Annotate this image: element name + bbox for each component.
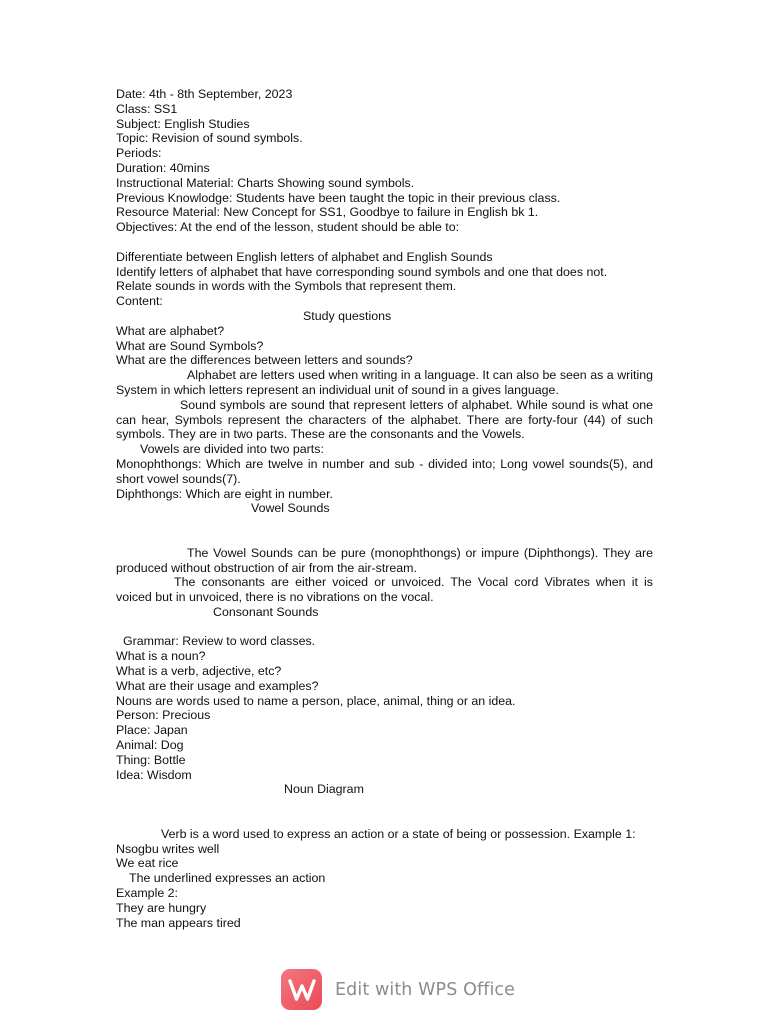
example-label: Example 2: <box>116 886 178 901</box>
document-page <box>116 87 653 930</box>
diphthongs-line: Diphthongs: Which are eight in number. <box>116 486 333 501</box>
noun-example: Animal: Dog <box>116 738 184 753</box>
subject-line: Subject: English Studies <box>116 116 250 131</box>
topic-line: Topic: Revision of sound symbols. <box>116 131 303 146</box>
objective-item: Identify letters of alphabet that have corresponding sound symbols and one that does not. <box>116 264 608 279</box>
consonants-paragraph: The consonants are either voiced or unvoiced. The Vocal cord Vibrates when it is voiced but in unvoiced, there is no vibrations on the vocal. <box>116 575 653 605</box>
duration-line: Duration: 40mins <box>116 160 210 175</box>
content-label: Content: <box>116 294 163 309</box>
date-line: Date: 4th - 8th September, 2023 <box>116 87 293 101</box>
wps-w-glyph-icon <box>287 977 317 1003</box>
consonant-sounds-title: Consonant Sounds <box>213 604 319 619</box>
resource-line: Resource Material: New Concept for SS1, Goodbye to failure in English bk 1. <box>116 205 539 220</box>
noun-example: Idea: Wisdom <box>116 767 192 782</box>
verb-example: The man appears tired <box>116 915 241 930</box>
alphabet-paragraph: Alphabet are letters used when writing in a language. It can also be seen as a writing System in which letters represent an individual unit of sound in a gives language. <box>116 368 653 397</box>
study-question: What are the differences between letters and sounds? <box>116 353 413 368</box>
verb-definition: Verb is a word used to express an action or a state of being or possession. Example 1: <box>161 826 636 841</box>
wps-edit-label[interactable]: Edit with WPS Office <box>335 979 516 1000</box>
sound-symbols-paragraph: Sound symbols are sound that represent letters of alphabet. While sound is what one can hear, Symbols represent the characters of the alphabet. There are forty-four (44) of such symbols. They are in two parts. These are the consonants and the Vowels. <box>116 397 653 442</box>
monophthongs-paragraph: Monophthongs: Which are twelve in number and sub - divided into; Long vowel sounds(5), and short vowel sounds(7). <box>116 456 653 486</box>
noun-definition: Nouns are words used to name a person, place, animal, thing or an idea. <box>116 693 516 708</box>
vowel-pure-paragraph: The Vowel Sounds can be pure (monophthongs) or impure (Diphthongs). They are produced without obstruction of air from the air-stream. <box>116 545 653 575</box>
grammar-question: What is a verb, adjective, etc? <box>116 664 282 679</box>
wps-edit-banner[interactable] <box>281 969 515 1010</box>
vowels-divided-line: Vowels are divided into two parts: <box>140 442 324 457</box>
grammar-question: What are their usage and examples? <box>116 678 319 693</box>
study-question: What are Sound Symbols? <box>116 338 264 353</box>
underlined-note: The underlined expresses an action <box>129 871 326 886</box>
study-questions-title: Study questions <box>303 308 392 323</box>
verb-example: They are hungry <box>116 900 207 915</box>
objectives-line: Objectives: At the end of the lesson, student should be able to: <box>116 220 460 235</box>
noun-example: Thing: Bottle <box>116 752 186 767</box>
study-question: What are alphabet? <box>116 323 225 338</box>
periods-line: Periods: <box>116 146 162 161</box>
vowel-sounds-title: Vowel Sounds <box>251 501 330 516</box>
grammar-question: What is a noun? <box>116 649 206 664</box>
noun-example: Place: Japan <box>116 723 188 738</box>
verb-example: Nsogbu writes well <box>116 841 220 856</box>
wps-logo-icon[interactable] <box>281 969 322 1010</box>
noun-diagram-title: Noun Diagram <box>284 782 364 797</box>
material-line: Instructional Material: Charts Showing sound symbols. <box>116 175 415 190</box>
objective-item: Differentiate between English letters of alphabet and English Sounds <box>116 249 493 264</box>
grammar-title: Grammar: Review to word classes. <box>123 634 316 649</box>
verb-example: We eat rice <box>116 856 179 871</box>
objective-item: Relate sounds in words with the Symbols that represent them. <box>116 279 457 294</box>
noun-example: Person: Precious <box>116 708 211 723</box>
class-line: Class: SS1 <box>116 101 178 116</box>
previous-knowledge-line: Previous Knowlodge: Students have been taught the topic in their previous class. <box>116 190 561 205</box>
